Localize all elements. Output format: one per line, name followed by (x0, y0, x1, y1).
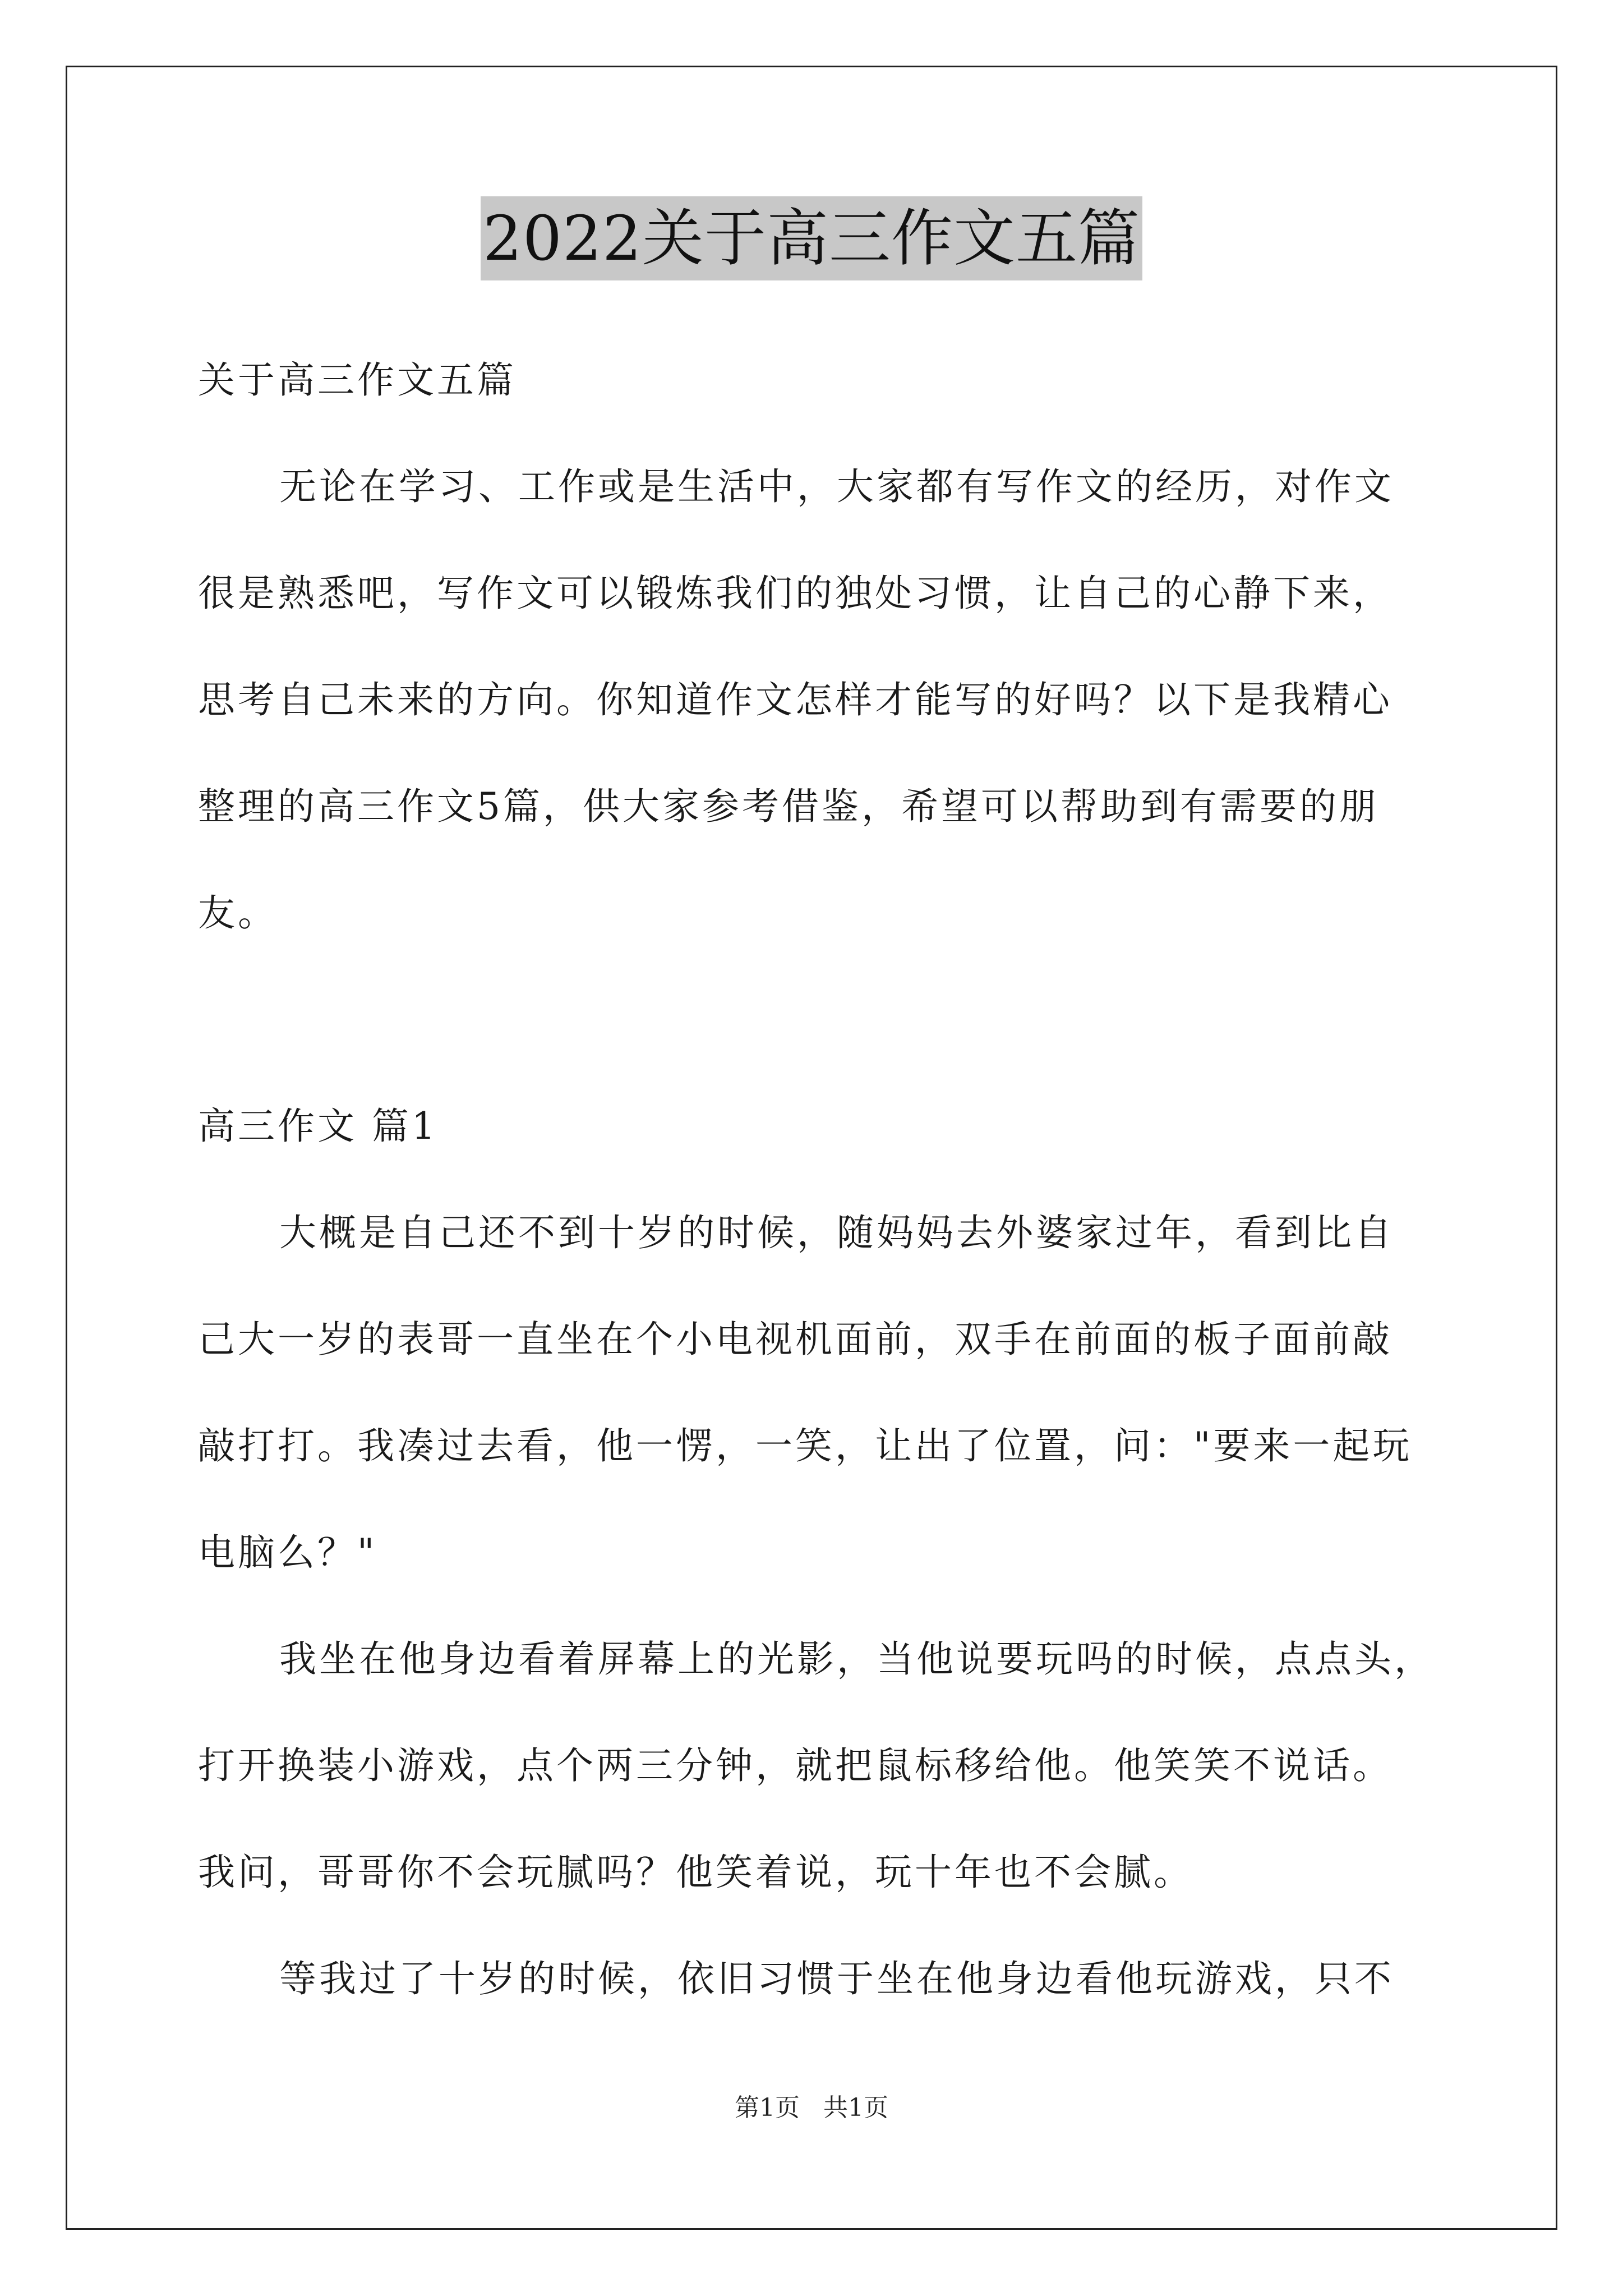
intro-line-1: 无论在学习、工作或是生活中，大家都有写作文的经历，对作文 (279, 465, 1394, 508)
intro-line-3: 思考自己未来的方向。你知道作文怎样才能写的好吗？以下是我精心 (198, 678, 1393, 721)
paragraph1-line-2: 己大一岁的表哥一直坐在个小电视机面前，双手在前面的板子面前敲 (198, 1318, 1393, 1361)
intro-line-4: 整理的高三作文5篇，供大家参考借鉴，希望可以帮助到有需要的朋 (198, 785, 1379, 828)
page-footer: 第1页 共1页 (735, 2093, 888, 2122)
title-container (0, 196, 1623, 280)
paragraph2-line-3: 我问，哥哥你不会玩腻吗？他笑着说，玩十年也不会腻。 (198, 1851, 1193, 1894)
intro-line-5: 友。 (198, 891, 278, 935)
paragraph2-line-2: 打开换装小游戏，点个两三分钟，就把鼠标移给他。他笑笑不说话。 (198, 1744, 1393, 1787)
intro-line-2: 很是熟悉吧，写作文可以锻炼我们的独处习惯，让自己的心静下来， (198, 572, 1393, 615)
section-heading: 高三作文 篇1 (198, 1105, 438, 1148)
document-subtitle: 关于高三作文五篇 (198, 358, 517, 402)
paragraph2-line-1: 我坐在他身边看着屏幕上的光影，当他说要玩吗的时候，点点头， (279, 1637, 1434, 1681)
paragraph1-line-3: 敲打打。我凑过去看，他一愣，一笑，让出了位置，问："要来一起玩 (198, 1424, 1413, 1467)
paragraph1-line-1: 大概是自己还不到十岁的时候，随妈妈去外婆家过年，看到比自 (279, 1211, 1394, 1254)
paragraph1-line-4: 电脑么？" (198, 1531, 377, 1574)
paragraph3-line-1: 等我过了十岁的时候，依旧习惯于坐在他身边看他玩游戏，只不 (279, 1957, 1394, 2000)
document-title: 2022关于高三作文五篇 (481, 196, 1142, 280)
